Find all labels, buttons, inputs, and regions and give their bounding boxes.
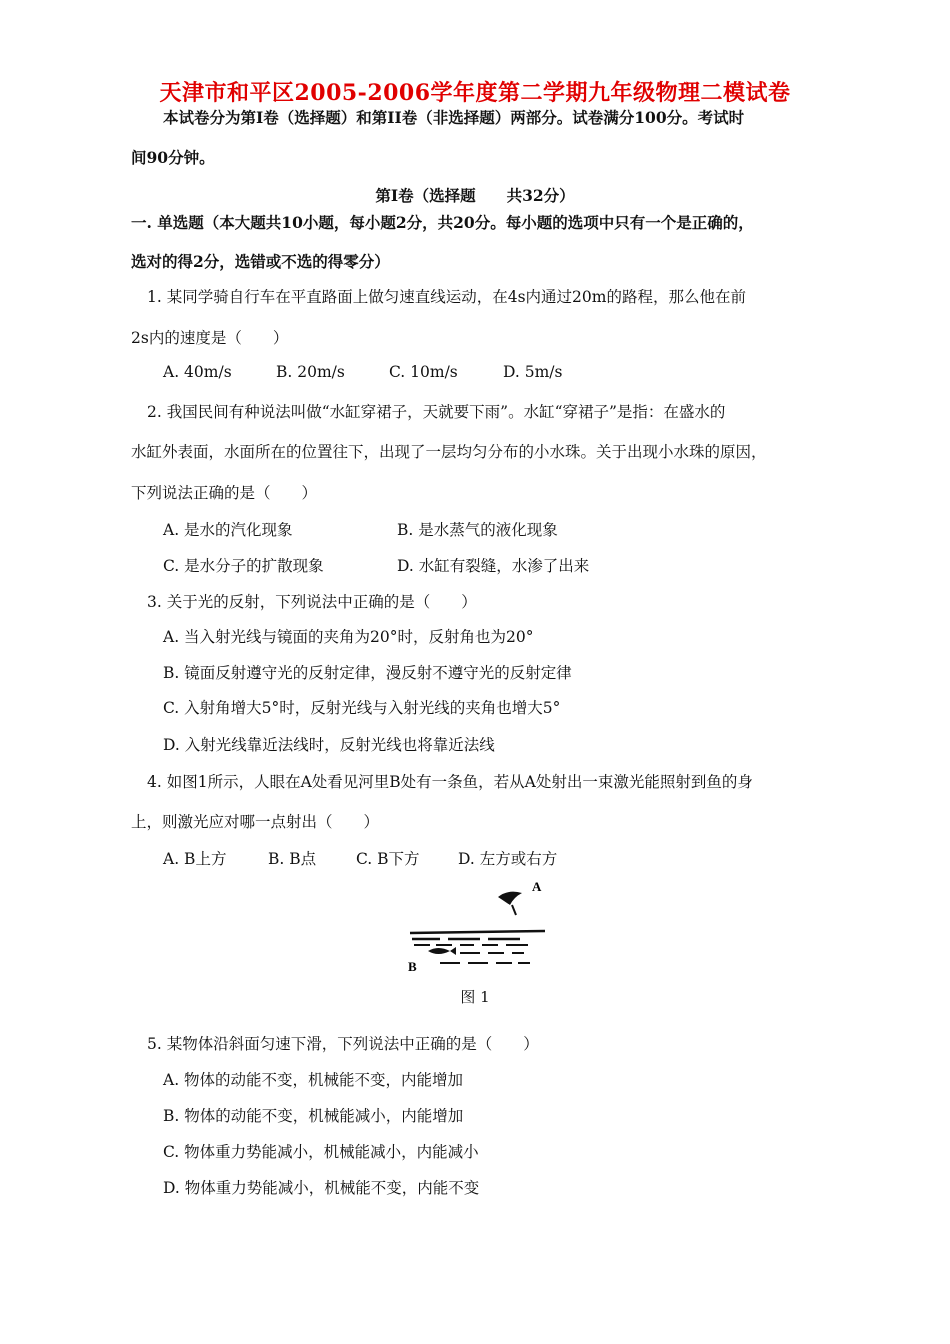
eye-icon [498, 892, 522, 905]
q4-option-b: B. B点 [268, 850, 317, 868]
intro-line-1: 本试卷分为第Ⅰ卷（选择题）和第II卷（非选择题）两部分。试卷满分100分。考试时 [163, 108, 745, 127]
q2-option-a: A. 是水的汽化现象 [163, 521, 293, 539]
part1-heading: 第Ⅰ卷（选择题 共32分） [375, 186, 575, 205]
q3-option-c: C. 入射角增大5°时，反射光线与入射光线的夹角也增大5° [163, 699, 561, 717]
q3-option-d: D. 入射光线靠近法线时，反射光线也将靠近法线 [163, 736, 495, 754]
q5-stem: 5. 某物体沿斜面匀速下滑，下列说法中正确的是（ ） [147, 1035, 539, 1053]
section1-line-1: 一. 单选题（本大题共10小题，每小题2分，共20分。每小题的选项中只有一个是正确的， [131, 213, 754, 232]
q5-option-d: D. 物体重力势能减小，机械能不变，内能不变 [163, 1179, 480, 1197]
q1-option-a: A. 40m/s [163, 363, 232, 381]
q1-option-d: D. 5m/s [503, 363, 563, 381]
q2-option-b: B. 是水蒸气的液化现象 [397, 521, 558, 539]
exam-title: 天津市和平区2005-2006学年度第二学期九年级物理二模试卷 [159, 80, 791, 106]
q2-stem-line-2: 水缸外表面，水面所在的位置往下，出现了一层均匀分布的小水珠。关于出现小水珠的原因， [131, 443, 767, 461]
q4-option-a: A. B上方 [163, 850, 227, 868]
q4-stem-line-1: 4. 如图1所示，人眼在A处看见河里B处有一条鱼，若从A处射出一束激光能照射到鱼的身 [147, 773, 753, 791]
q5-option-c: C. 物体重力势能减小，机械能减小，内能减小 [163, 1143, 479, 1161]
q4-stem-line-2: 上，则激光应对哪一点射出（ ） [131, 813, 380, 831]
q2-option-d: D. 水缸有裂缝，水渗了出来 [397, 557, 590, 575]
q5-option-b: B. 物体的动能不变，机械能减小，内能增加 [163, 1107, 464, 1125]
q2-stem-line-3: 下列说法正确的是（ ） [131, 484, 318, 502]
q1-stem-line-1: 1. 某同学骑自行车在平直路面上做匀速直线运动，在4s内通过20m的路程，那么他在前 [147, 288, 746, 306]
figure-label-b: B [408, 959, 417, 974]
section1-line-2: 选对的得2分，选错或不选的得零分） [131, 252, 390, 271]
intro-line-2: 间90分钟。 [131, 148, 215, 167]
figure-1-diagram [400, 875, 560, 975]
q4-option-d: D. 左方或右方 [458, 850, 558, 868]
q3-option-a: A. 当入射光线与镜面的夹角为20°时，反射角也为20° [163, 628, 534, 646]
figure-1-caption: 图 1 [460, 988, 490, 1006]
q1-option-c: C. 10m/s [389, 363, 458, 381]
q4-option-c: C. B下方 [356, 850, 420, 868]
q1-stem-line-2: 2s内的速度是（ ） [131, 329, 289, 347]
fish-icon [428, 947, 456, 955]
q5-option-a: A. 物体的动能不变，机械能不变，内能增加 [163, 1071, 464, 1089]
q1-option-b: B. 20m/s [276, 363, 345, 381]
q2-option-c: C. 是水分子的扩散现象 [163, 557, 324, 575]
q3-stem: 3. 关于光的反射，下列说法中正确的是（ ） [147, 593, 477, 611]
q2-stem-line-1: 2. 我国民间有种说法叫做“水缸穿裙子，天就要下雨”。水缸“穿裙子”是指：在盛水的 [147, 403, 726, 421]
figure-label-a: A [532, 879, 542, 894]
q3-option-b: B. 镜面反射遵守光的反射定律，漫反射不遵守光的反射定律 [163, 664, 572, 682]
